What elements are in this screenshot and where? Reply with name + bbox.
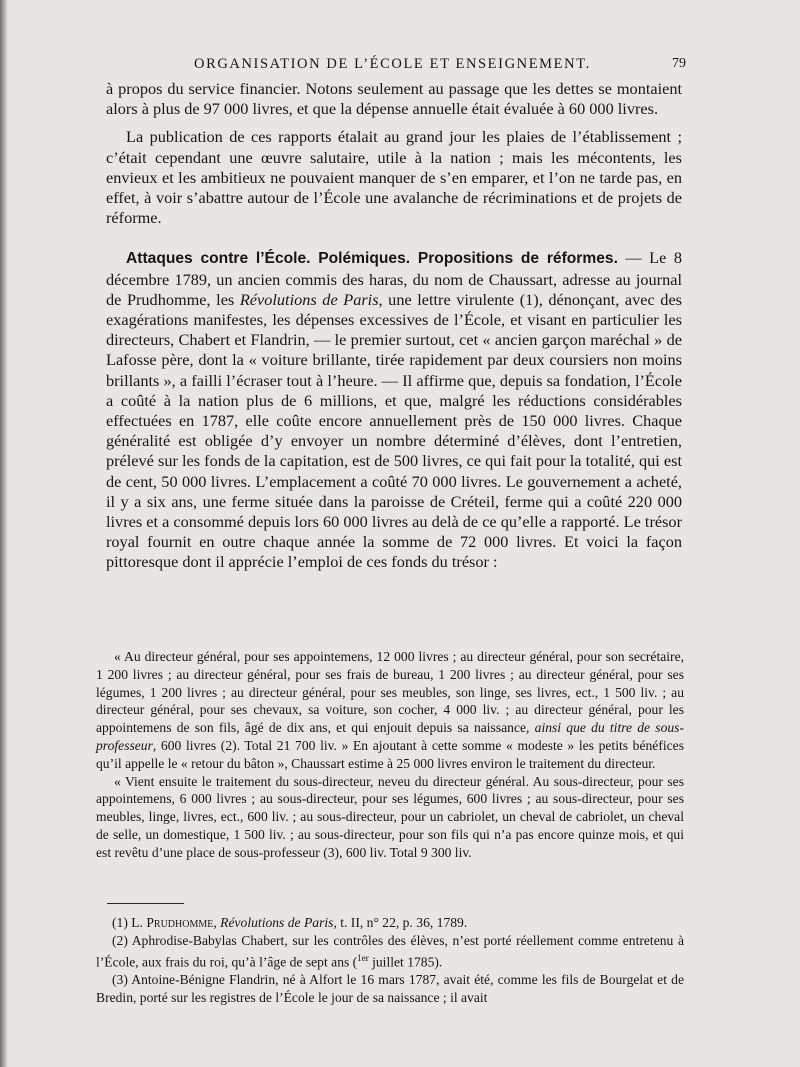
- paragraph-text: , une lettre virulente (1), dénonçant, avec des exagérations manifestes, les dépenses excessives de l’École, et visant en particulier les directeurs, Chabert et Flandrin, — le premier surtout, cet « ancien garçon maréchal » de Lafosse père, dont la « voiture brillante, tirée rapidement par deux coursiers non moins brillants », a failli l’écraser tout à l’heure. — Il affirme que, depuis sa fondation, l’École a coûté à la nation plus de 6 millions, et que, malgré les réductions considérables effectuées en 1787, elle coûte encore annuellement près de 150 000 livres. Chaque généralité est obligée d’y envoyer un nombre déterminé d’élèves, dont l’entretien, prélevé sur les fonds de la capitation, est de 500 livres, ce qui fait pour la totalité, qui est de cent, 50 000 livres. L’emplacement a coûté 70 000 livres. Le gouvernement a acheté, il y a six ans, une ferme située dans la paroisse de Créteil, ferme qui a coûté 220 000 livres et a consommé depuis lors 60 000 livres au delà de ce qu’elle a rapporté. Le trésor royal fournit en outre chaque année la somme de 72 000 livres. Et voici la façon pittoresque dont il apprécie l’emploi de ces fonds du trésor :: [106, 289, 683, 572]
- footnote-separator: ,: [213, 915, 221, 930]
- main-text: [106, 79, 682, 573]
- footnote-3: (3) Antoine-Bénigne Flandrin, né à Alfort le 16 mars 1787, avait été, comme les fils de Bourgelat et de Bredin, porté sur les registres de l’École le jour de sa naissance ; il avait: [96, 971, 684, 1005]
- quote-text: « Au directeur général, pour ses appointemens, 12 000 livres ; au directeur général, pour son secrétaire, 1 200 livres ; au directeur général, pour ses frais de bureau, 1 200 livres ; au directeur général, pour ses légumes, 1 200 livres ; au directeur général, pour ses meubles, son linge, ses livres, ect., 1 500 liv. ; au directeur général, pour ses chevaux, sa voiture, son cocher, 4 000 liv. ; au directeur général, pour les appointemens de son fils, âgé de dix ans, et qui enjouit depuis sa naissance,: [96, 649, 684, 736]
- footnote-text: (2) Aphrodise-Babylas Chabert, sur les contrôles des élèves, n’est porté réellement comme entretenu à l’École, aux frais du roi, qu’à l’âge de sept ans (: [96, 932, 684, 970]
- section-heading: Attaques contre l’École. Polémiques. Propositions de réformes.: [126, 250, 618, 268]
- journal-title: Révolutions de Paris: [239, 289, 379, 309]
- footnote-superscript: 1er: [357, 952, 369, 963]
- paragraph-text: — Le 8 décembre 1789, un ancien commis des haras, du nom de Chaussart, adresse au journal de Prudhomme, les: [106, 248, 682, 309]
- footnote-reference: , t. II, n° 22, p. 36, 1789.: [333, 915, 468, 930]
- paragraph-attaques: [106, 248, 682, 572]
- running-header: [108, 56, 686, 78]
- footnotes: [96, 914, 684, 1007]
- footnote-title: Révolutions de Paris: [220, 915, 334, 930]
- footnote-rule: [107, 903, 184, 904]
- footnote-1: [96, 914, 684, 932]
- quote-paragraph-sous-directeur: « Vient ensuite le traitement du sous-directeur, neveu du directeur général. Au sous-directeur, pour ses appointemens, 6 000 livres ; au sous-directeur, pour ses légumes, 600 livres ; au sous-directeur, pour ses meubles, linge, livres, ect., 600 liv. ; au sous-directeur, pour un cabriolet, un cheval de cabriolet, un cheval de selle, un domestique, 1 500 liv. ; au sous-directeur, pour son fils qui n’a pas encore quinze mois, et qui est revêtu d’une place de sous-professeur (3), 600 liv. Total 9 300 liv.: [96, 773, 684, 860]
- footnote-2: [96, 932, 684, 971]
- page-binding-edge: [0, 0, 8, 1067]
- paragraph-continuation: à propos du service financier. Notons seulement au passage que les dettes se montaient alors à plus de 97 000 livres, et que la dépense annuelle était évaluée à 60 000 livres.: [106, 79, 682, 119]
- paragraph-publication: La publication de ces rapports étalait au grand jour les plaies de l’établissement ; c’était cependant une œuvre salutaire, utile à la nation ; mais les mécontents, les envieux et les ambitieux ne pouvaient manquer de s’en emparer, et l’on ne tarde pas, en effet, à voir s’abattre autour de l’École une avalanche de récriminations et de projets de réforme.: [106, 127, 682, 228]
- page-number: 79: [672, 56, 686, 71]
- quote-paragraph-directeur: [96, 648, 684, 773]
- block-quotation: [96, 648, 684, 862]
- footnote-text-end: juillet 1785).: [368, 954, 443, 970]
- quote-text: , 600 livres (2). Total 21 700 liv. » En ajoutant à cette somme « modeste » les petits bénéfices qu’il appelle le « retour du bâton », Chaussart estime à 25 000 livres environ le traitement du directeur.: [96, 737, 684, 771]
- footnote-author: Prudhomme: [146, 915, 214, 930]
- quote-italic: ainsi que du titre de sous-professeur: [96, 720, 684, 753]
- footnote-marker: (1) L.: [112, 915, 147, 930]
- running-title: ORGANISATION DE L’ÉCOLE ET ENSEIGNEMENT.: [194, 56, 591, 72]
